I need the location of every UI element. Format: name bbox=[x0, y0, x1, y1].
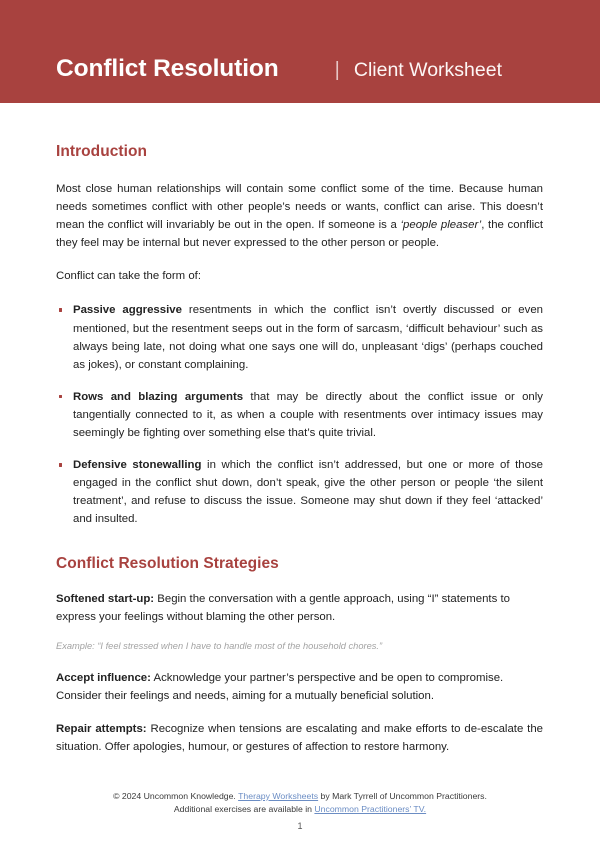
strategy-text: Acknowledge your partner’s perspective and be open to compromise. Consider their feelings and needs, aiming for a mutually beneficial solution. bbox=[56, 671, 504, 702]
bullet-square-icon bbox=[59, 308, 62, 311]
strategy-example: Example: “I feel stressed when I have to handle most of the household chores.” bbox=[56, 640, 383, 651]
strategy-lead: Accept influence: bbox=[56, 671, 151, 684]
page-header-banner bbox=[0, 0, 600, 103]
strategy-lead: Repair attempts: bbox=[56, 722, 147, 735]
list-item bbox=[56, 388, 543, 442]
uncommon-practitioners-tv-link[interactable]: Uncommon Practitioners’ TV. bbox=[314, 803, 427, 814]
strategy-text: Recognize when tensions are escalating and make efforts to de-escalate the situation. Offer apologies, humour, or gestures of affection to restore harmony. bbox=[56, 722, 543, 753]
list-item-lead: Defensive stonewalling bbox=[73, 459, 202, 472]
page-title: Conflict Resolution bbox=[56, 54, 279, 82]
header-divider: | bbox=[334, 58, 340, 81]
strategy-repair-attempts bbox=[56, 705, 543, 756]
conflict-forms-list bbox=[56, 285, 543, 528]
intro-p1-part1: Most close human relationships will contain some conflict some of the time. Because human needs sometimes conflict with other people’s needs or wants, conflict can arise. This doesn’t mean the conflict will invariably be out in the open. If someone is a bbox=[56, 183, 543, 232]
header-title-group bbox=[0, 54, 502, 82]
introduction-heading: Introduction bbox=[56, 143, 147, 160]
bullet-square-icon bbox=[59, 463, 62, 466]
list-item-text: resentments in which the conflict isn’t overtly discussed or even mentioned, but the resentment seeps out in the form of sarcasm, ‘difficult behaviour’ such as always being late, not doing what one says one will do, unpleasant ‘digs’ (perhaps couched as jokes), or constant complaining. bbox=[73, 304, 544, 371]
footer-line-1 bbox=[0, 790, 600, 803]
strategy-text: Begin the conversation with a gentle approach, using “I” statements to express your feelings without blaming the other person. bbox=[56, 592, 510, 623]
list-item-lead: Passive aggressive bbox=[73, 304, 182, 317]
strategy-lead: Softened start-up: bbox=[56, 592, 155, 605]
document-body bbox=[0, 103, 600, 756]
list-item bbox=[56, 301, 543, 373]
introduction-paragraph-2: Conflict can take the form of: bbox=[56, 270, 201, 283]
introduction-paragraph-1 bbox=[56, 161, 543, 252]
bullet-square-icon bbox=[59, 395, 62, 398]
list-item-lead: Rows and blazing arguments bbox=[73, 390, 244, 403]
strategy-accept-influence bbox=[56, 654, 543, 705]
footer-copyright: © 2024 Uncommon Knowledge. bbox=[113, 791, 239, 801]
page-subtitle: Client Worksheet bbox=[353, 58, 502, 81]
therapy-worksheets-link[interactable]: Therapy Worksheets bbox=[238, 791, 319, 801]
intro-p1-part2: , the conflict they feel may be internal but never expressed to the other person or people. bbox=[56, 219, 544, 250]
strategy-softened-start-up bbox=[56, 573, 543, 626]
intro-p1-italic: ‘people pleaser’ bbox=[400, 219, 482, 232]
strategies-heading: Conflict Resolution Strategies bbox=[56, 554, 279, 572]
page-footer bbox=[0, 790, 600, 832]
list-item-text: in which the conflict isn’t addressed, but one or more of those engaged in the conflict shut down, don’t speak, give the other person or people ‘the silent treatment’, and refuse to discuss the issue. Someone may shut down if they feel ‘attacked’ and insulted. bbox=[73, 459, 543, 526]
footer-byline: by Mark Tyrrell of Uncommon Practitioners. bbox=[318, 791, 487, 801]
list-item-text: that may be directly about the conflict issue or only tangentially connected to it, as when a couple with resentments over intimacy issues may seemingly be fighting over something else that’s quite trivial. bbox=[73, 390, 543, 440]
footer-line2-prefix: Additional exercises are available in bbox=[173, 803, 315, 814]
list-item bbox=[56, 456, 543, 528]
footer-line-2 bbox=[0, 803, 600, 816]
page-number: 1 bbox=[297, 820, 303, 831]
